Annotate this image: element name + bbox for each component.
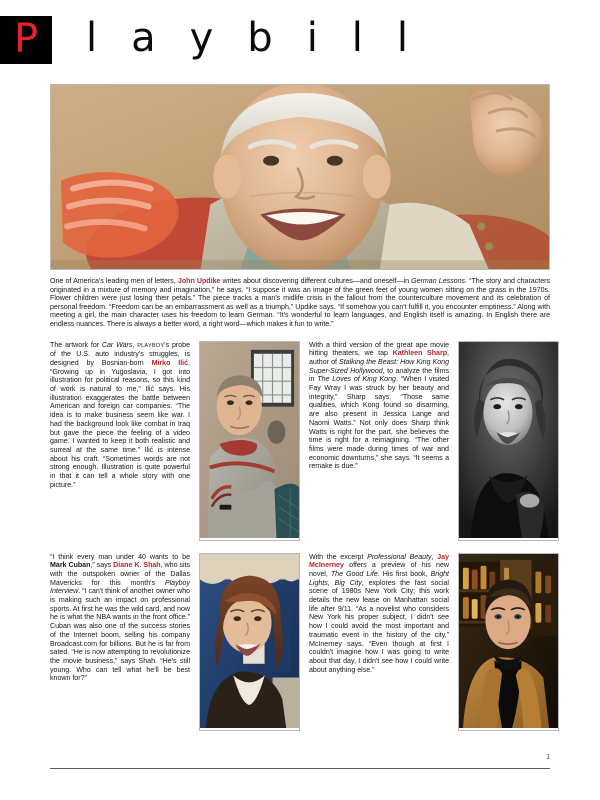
article-3-text-4: . “I can't think of another owner who is making such an impact on professional sports. At first he was the wild card, and now he is what the NBA wants in the front office.” Cuban was also one of the success stories of the Internet boom, selling his company Broadcast.com for billions. But he is far from sated. “He is now attempting to revolutionize the movie business,” says Shah. “He's still young. Who can tell what he'll be best known for?” [50,587,190,683]
article-4-work-the-good-life: The Good Life [330,569,378,578]
masthead [0,16,600,64]
article-kathleen-sharp [309,341,449,541]
article-1-text-3: 's probe of the U.S. auto industry's struggles, is designed by Bosnian-born [50,340,191,367]
footer-rule [50,768,550,769]
intro-text-3: . “The story and characters originated in a mixture of memory and imagination,” he says. “I suppose it was an image of the green feet of young women sitting on the grass in the 1970s. Flower children were just losing their petals.” The piece tracks a man's midlife crisis in the fallout from the counterculture movement and its celebration of personal freedom. “Freedom can be an embarrassment as well as a triumph,” Updike says. “If somehow you can't fulfill it, you encounter emptiness.” Along with meeting a girl, the main character uses his freedom to learn German. “It's wonderful to learn languages, and English itself is amazing. In English there are endless nuances. There is always a better word, a right word—which makes it fun to write.” [50,277,550,328]
intro-work-title: German Lessons [411,277,466,285]
article-4-work-bright-lights: Bright Lights, Big City [309,569,449,587]
article-4-text-1: With the excerpt [309,552,368,561]
intro-paragraph [50,277,550,329]
article-4-text-3: offers a preview of his new novel, [309,561,449,578]
gutter-1b [300,341,309,541]
gutter-1c [449,341,458,541]
photo-jay-mcinerney [458,553,559,731]
article-1-text-4: . “Growing up in Yugoslavia, I got into illustration for political reasons, so this kind of work is natural to me,” Ilić says. His illustration exaggerates the battle between American and foreign car companies. “The idea is to make business seem like war. I had the background look like combat in Iraq but gave the piece the feeling of a video game. I wanted to keep it both realistic and surreal at the same time.” Ilić is intense about his craft. “Sometimes words are not strong enough. Illustration is quite powerful in that it can tell a whole story with one picture.” [50,358,190,489]
article-4-text-2: , [431,552,438,561]
hero-photo-illustration [51,85,549,270]
article-2-text-1: With a third version of the great ape movie hitting theaters, we tap [309,340,449,358]
photo-kathleen-sharp-illustration [459,342,558,538]
masthead-wordmark: laybill [86,15,443,61]
masthead-initial-box [0,16,52,64]
article-4-work-professional-beauty: Professional Beauty [367,552,432,561]
article-2-text-3: , to analyze the films in [309,366,449,384]
intro-author-name: John Updike [177,277,221,285]
article-diane-k-shah [50,553,190,731]
article-3-work-playboy-interview: Playboy Interview [50,578,190,596]
intro-lead-text: One of America's leading men of letters, [50,277,178,285]
photo-diane-k-shah-illustration [200,554,299,728]
article-3-subject-mark-cuban: Mark Cuban [50,561,91,570]
photo-jay-mcinerney-illustration [459,554,558,728]
photo-mirko-ilic [199,341,300,541]
article-4-text-4: . His first book, [377,569,431,578]
article-2-work-loves-of-king-kong: The Loves of King Kong [317,375,396,384]
page-content [50,84,550,731]
article-3-contributor-name: Diane K. Shah [113,561,161,570]
article-2-text-2: , author of [309,349,449,366]
article-jay-mcinerney [309,553,449,731]
masthead-initial: P [13,16,39,62]
article-3-text-3: , who sits with the outspoken owner of the Dallas Mavericks for this month's [50,561,191,587]
article-2-contributor-name: Kathleen Sharp [392,349,448,358]
article-2-work-stalking-the-beast: Stalking the Beast: How King Kong Super-Sized Hollywood [309,357,450,375]
article-1-work-car-wars: Car Wars [101,340,133,349]
gutter-2c [449,553,458,731]
photo-kathleen-sharp [458,341,559,541]
article-3-text-1: “I think every man under 40 wants to be [50,552,190,561]
photo-diane-k-shah [199,553,300,731]
gutter-2b [300,553,309,731]
article-1-playboy-smallcaps: PLAYBOY [137,342,165,349]
page-number: 1 [546,754,550,761]
photo-mirko-ilic-illustration [200,342,299,538]
gutter-2a [190,553,199,731]
article-2-text-4: . “When I visited Fay Wray I was struck by her beauty and integrity,” Sharp says. “Those same qualities, which Kong found so disarming, are also present in Jessica Lange and Naomi Watts.” Not only does Sharp think Watts is right for the part, she believes the time is right for a reimagining. “The other films were made during times of war and economic downturns,” she says. “It seems a remake is due.” [309,375,450,471]
article-1-contributor-name: Mirko Ilić [151,358,189,367]
article-4-contributor-name: Jay McInerney [309,552,449,570]
hero-photo-updike [50,84,550,270]
intro-text-2: writes about discovering different cultures—and oneself—in [220,277,412,285]
article-1-text-1: The artwork for [50,340,102,349]
article-4-text-5: , explores the fast social scene of 1980s New York City; this work details the new lease on Manhattan social life after 9/11. “As a novelist who considers New York his proper subject, I didn't see how I could avoid the most important and traumatic event in the history of the city,” McInerney says. “Even though at first I couldn't imagine how I was going to write about that day, I didn't see how I could write about anything else.” [309,578,449,674]
article-1-text-2: , [132,340,138,349]
gutter-1a [190,341,199,541]
article-grid [50,341,550,731]
article-3-text-2: ,” says [90,561,114,570]
article-mirko-ilic [50,341,190,541]
